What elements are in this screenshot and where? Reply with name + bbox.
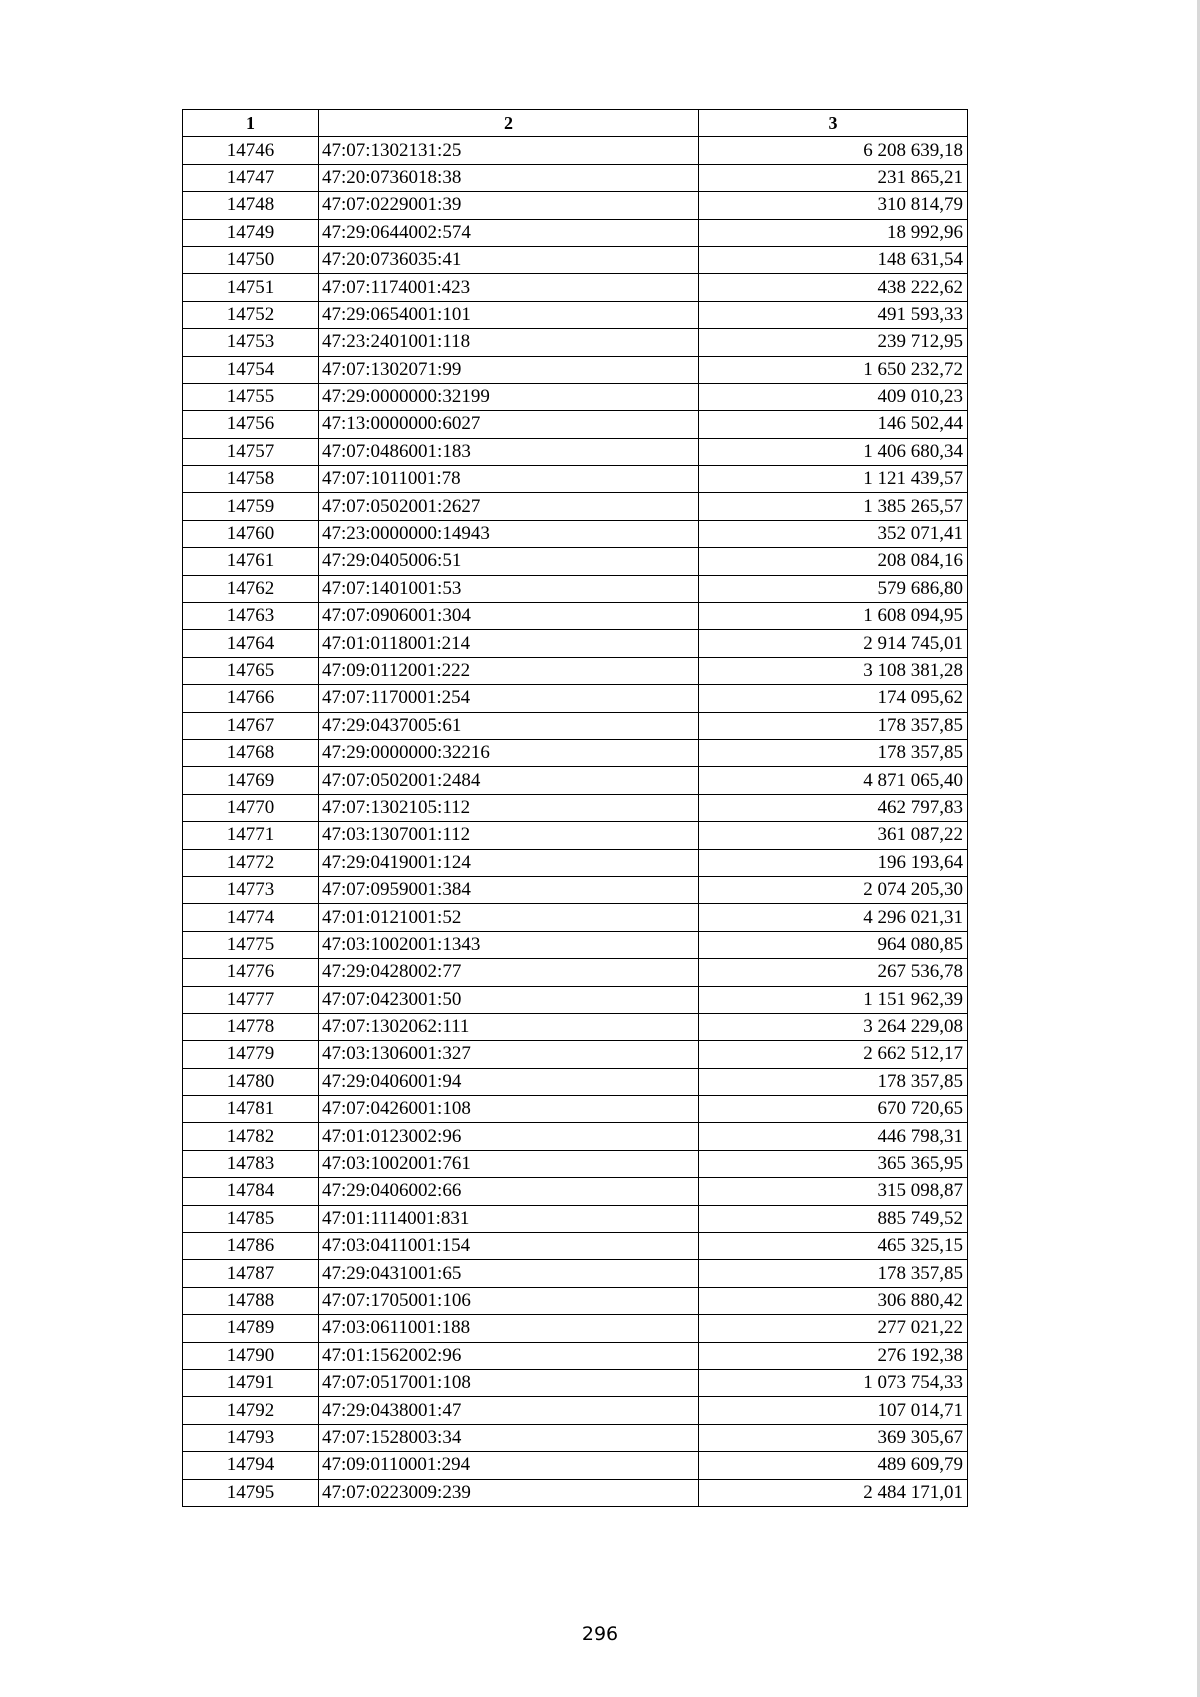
row-number: 14751 — [183, 274, 319, 301]
cadastral-number: 47:07:0423001:50 — [319, 986, 699, 1013]
table-row — [183, 986, 968, 1013]
cadastral-value: 178 357,85 — [699, 1068, 968, 1095]
cadastral-value: 178 357,85 — [699, 712, 968, 739]
cadastral-number: 47:03:0611001:188 — [319, 1315, 699, 1342]
row-number: 14776 — [183, 959, 319, 986]
table-row — [183, 575, 968, 602]
table-row — [183, 411, 968, 438]
row-number: 14748 — [183, 192, 319, 219]
cadastral-value: 306 880,42 — [699, 1287, 968, 1314]
table-body — [183, 137, 968, 1507]
row-number: 14775 — [183, 931, 319, 958]
row-number: 14747 — [183, 164, 319, 191]
row-number: 14760 — [183, 520, 319, 547]
cadastral-number: 47:03:1002001:761 — [319, 1150, 699, 1177]
cadastral-number: 47:07:1170001:254 — [319, 685, 699, 712]
cadastral-number: 47:29:0438001:47 — [319, 1397, 699, 1424]
table-row — [183, 246, 968, 273]
cadastral-value: 670 720,65 — [699, 1096, 968, 1123]
cadastral-value-table — [182, 109, 968, 1507]
row-number: 14764 — [183, 630, 319, 657]
cadastral-number: 47:13:0000000:6027 — [319, 411, 699, 438]
column-header-1: 1 — [183, 110, 319, 137]
cadastral-number: 47:07:0906001:304 — [319, 603, 699, 630]
cadastral-value: 885 749,52 — [699, 1205, 968, 1232]
row-number: 14794 — [183, 1452, 319, 1479]
row-number: 14759 — [183, 493, 319, 520]
cadastral-value: 231 865,21 — [699, 164, 968, 191]
cadastral-value: 2 662 512,17 — [699, 1041, 968, 1068]
table-row — [183, 1205, 968, 1232]
cadastral-value: 4 296 021,31 — [699, 904, 968, 931]
cadastral-value: 315 098,87 — [699, 1178, 968, 1205]
row-number: 14780 — [183, 1068, 319, 1095]
table-row — [183, 219, 968, 246]
cadastral-number: 47:07:1302071:99 — [319, 356, 699, 383]
row-number: 14788 — [183, 1287, 319, 1314]
table-row — [183, 1424, 968, 1451]
row-number: 14756 — [183, 411, 319, 438]
row-number: 14772 — [183, 849, 319, 876]
cadastral-number: 47:01:1562002:96 — [319, 1342, 699, 1369]
cadastral-number: 47:07:1302105:112 — [319, 794, 699, 821]
table-row — [183, 329, 968, 356]
row-number: 14770 — [183, 794, 319, 821]
cadastral-value: 365 365,95 — [699, 1150, 968, 1177]
cadastral-number: 47:01:0121001:52 — [319, 904, 699, 931]
row-number: 14746 — [183, 137, 319, 164]
cadastral-number: 47:29:0428002:77 — [319, 959, 699, 986]
cadastral-value: 18 992,96 — [699, 219, 968, 246]
cadastral-number: 47:07:1302131:25 — [319, 137, 699, 164]
table-row — [183, 1068, 968, 1095]
cadastral-number: 47:07:0517001:108 — [319, 1369, 699, 1396]
table-row — [183, 822, 968, 849]
table-row — [183, 1315, 968, 1342]
cadastral-value: 1 151 962,39 — [699, 986, 968, 1013]
cadastral-value: 178 357,85 — [699, 1260, 968, 1287]
row-number: 14783 — [183, 1150, 319, 1177]
table-row — [183, 904, 968, 931]
table-row — [183, 493, 968, 520]
row-number: 14785 — [183, 1205, 319, 1232]
cadastral-value: 465 325,15 — [699, 1233, 968, 1260]
row-number: 14773 — [183, 876, 319, 903]
cadastral-number: 47:07:0502001:2484 — [319, 767, 699, 794]
row-number: 14786 — [183, 1233, 319, 1260]
cadastral-number: 47:07:1705001:106 — [319, 1287, 699, 1314]
row-number: 14754 — [183, 356, 319, 383]
row-number: 14758 — [183, 466, 319, 493]
row-number: 14789 — [183, 1315, 319, 1342]
row-number: 14749 — [183, 219, 319, 246]
table-row — [183, 1041, 968, 1068]
table-row — [183, 1178, 968, 1205]
column-header-3: 3 — [699, 110, 968, 137]
cadastral-number: 47:29:0406001:94 — [319, 1068, 699, 1095]
table-row — [183, 1287, 968, 1314]
row-number: 14779 — [183, 1041, 319, 1068]
cadastral-number: 47:07:1174001:423 — [319, 274, 699, 301]
cadastral-value: 361 087,22 — [699, 822, 968, 849]
table-row — [183, 630, 968, 657]
row-number: 14774 — [183, 904, 319, 931]
cadastral-number: 47:20:0736035:41 — [319, 246, 699, 273]
table-row — [183, 1369, 968, 1396]
cadastral-number: 47:29:0431001:65 — [319, 1260, 699, 1287]
table-row — [183, 794, 968, 821]
table-row — [183, 301, 968, 328]
cadastral-value: 409 010,23 — [699, 383, 968, 410]
cadastral-number: 47:01:1114001:831 — [319, 1205, 699, 1232]
cadastral-number: 47:01:0118001:214 — [319, 630, 699, 657]
column-header-2: 2 — [319, 110, 699, 137]
table-row — [183, 438, 968, 465]
cadastral-value: 4 871 065,40 — [699, 767, 968, 794]
cadastral-value: 174 095,62 — [699, 685, 968, 712]
table-row — [183, 356, 968, 383]
cadastral-value: 6 208 639,18 — [699, 137, 968, 164]
cadastral-number: 47:20:0736018:38 — [319, 164, 699, 191]
cadastral-value: 239 712,95 — [699, 329, 968, 356]
cadastral-value: 146 502,44 — [699, 411, 968, 438]
row-number: 14762 — [183, 575, 319, 602]
cadastral-number: 47:03:1002001:1343 — [319, 931, 699, 958]
row-number: 14793 — [183, 1424, 319, 1451]
cadastral-number: 47:23:0000000:14943 — [319, 520, 699, 547]
table-row — [183, 274, 968, 301]
cadastral-value: 1 650 232,72 — [699, 356, 968, 383]
cadastral-value: 579 686,80 — [699, 575, 968, 602]
table-row — [183, 959, 968, 986]
table-row — [183, 466, 968, 493]
cadastral-number: 47:29:0406002:66 — [319, 1178, 699, 1205]
row-number: 14795 — [183, 1479, 319, 1506]
cadastral-value: 352 071,41 — [699, 520, 968, 547]
row-number: 14753 — [183, 329, 319, 356]
cadastral-value: 1 406 680,34 — [699, 438, 968, 465]
cadastral-value: 3 264 229,08 — [699, 1013, 968, 1040]
cadastral-value: 1 121 439,57 — [699, 466, 968, 493]
row-number: 14769 — [183, 767, 319, 794]
row-number: 14767 — [183, 712, 319, 739]
cadastral-number: 47:29:0644002:574 — [319, 219, 699, 246]
row-number: 14752 — [183, 301, 319, 328]
row-number: 14757 — [183, 438, 319, 465]
row-number: 14784 — [183, 1178, 319, 1205]
cadastral-value: 1 385 265,57 — [699, 493, 968, 520]
table-row — [183, 1479, 968, 1506]
table-row — [183, 164, 968, 191]
cadastral-number: 47:29:0419001:124 — [319, 849, 699, 876]
table-row — [183, 712, 968, 739]
cadastral-number: 47:07:0959001:384 — [319, 876, 699, 903]
table-row — [183, 876, 968, 903]
table-row — [183, 383, 968, 410]
table-row — [183, 1233, 968, 1260]
table-row — [183, 1342, 968, 1369]
table-row — [183, 1013, 968, 1040]
cadastral-value: 1 608 094,95 — [699, 603, 968, 630]
cadastral-number: 47:09:0110001:294 — [319, 1452, 699, 1479]
table-row — [183, 685, 968, 712]
cadastral-value: 208 084,16 — [699, 548, 968, 575]
cadastral-value: 1 073 754,33 — [699, 1369, 968, 1396]
cadastral-value: 2 074 205,30 — [699, 876, 968, 903]
cadastral-value: 369 305,67 — [699, 1424, 968, 1451]
cadastral-number: 47:29:0000000:32216 — [319, 739, 699, 766]
row-number: 14763 — [183, 603, 319, 630]
table-header-row — [183, 110, 968, 137]
cadastral-value: 196 193,64 — [699, 849, 968, 876]
table-row — [183, 739, 968, 766]
cadastral-value: 277 021,22 — [699, 1315, 968, 1342]
cadastral-value: 964 080,85 — [699, 931, 968, 958]
cadastral-number: 47:29:0654001:101 — [319, 301, 699, 328]
cadastral-value: 491 593,33 — [699, 301, 968, 328]
row-number: 14766 — [183, 685, 319, 712]
cadastral-number: 47:29:0405006:51 — [319, 548, 699, 575]
cadastral-number: 47:07:1011001:78 — [319, 466, 699, 493]
table-row — [183, 548, 968, 575]
cadastral-value: 489 609,79 — [699, 1452, 968, 1479]
cadastral-number: 47:09:0112001:222 — [319, 657, 699, 684]
cadastral-value: 2 484 171,01 — [699, 1479, 968, 1506]
cadastral-value: 107 014,71 — [699, 1397, 968, 1424]
cadastral-number: 47:07:1302062:111 — [319, 1013, 699, 1040]
cadastral-value: 446 798,31 — [699, 1123, 968, 1150]
row-number: 14792 — [183, 1397, 319, 1424]
cadastral-number: 47:07:0486001:183 — [319, 438, 699, 465]
row-number: 14755 — [183, 383, 319, 410]
table-row — [183, 1397, 968, 1424]
table-row — [183, 1150, 968, 1177]
table-row — [183, 849, 968, 876]
row-number: 14750 — [183, 246, 319, 273]
cadastral-number: 47:07:0502001:2627 — [319, 493, 699, 520]
cadastral-value: 267 536,78 — [699, 959, 968, 986]
table-row — [183, 1123, 968, 1150]
table-row — [183, 931, 968, 958]
table-row — [183, 1260, 968, 1287]
cadastral-number: 47:03:1306001:327 — [319, 1041, 699, 1068]
row-number: 14778 — [183, 1013, 319, 1040]
table-row — [183, 520, 968, 547]
row-number: 14781 — [183, 1096, 319, 1123]
row-number: 14791 — [183, 1369, 319, 1396]
cadastral-number: 47:23:2401001:118 — [319, 329, 699, 356]
cadastral-value: 178 357,85 — [699, 739, 968, 766]
cadastral-value: 276 192,38 — [699, 1342, 968, 1369]
cadastral-value: 2 914 745,01 — [699, 630, 968, 657]
cadastral-value: 462 797,83 — [699, 794, 968, 821]
cadastral-number: 47:29:0000000:32199 — [319, 383, 699, 410]
cadastral-number: 47:07:1528003:34 — [319, 1424, 699, 1451]
table-row — [183, 603, 968, 630]
table-row — [183, 1452, 968, 1479]
row-number: 14771 — [183, 822, 319, 849]
cadastral-number: 47:07:0223009:239 — [319, 1479, 699, 1506]
table-row — [183, 192, 968, 219]
page-number: 296 — [581, 1623, 619, 1645]
cadastral-number: 47:29:0437005:61 — [319, 712, 699, 739]
table-row — [183, 1096, 968, 1123]
row-number: 14765 — [183, 657, 319, 684]
cadastral-number: 47:03:1307001:112 — [319, 822, 699, 849]
row-number: 14790 — [183, 1342, 319, 1369]
table-row — [183, 657, 968, 684]
row-number: 14777 — [183, 986, 319, 1013]
cadastral-number: 47:07:0229001:39 — [319, 192, 699, 219]
cadastral-number: 47:01:0123002:96 — [319, 1123, 699, 1150]
row-number: 14768 — [183, 739, 319, 766]
cadastral-value: 148 631,54 — [699, 246, 968, 273]
table-row — [183, 137, 968, 164]
table-row — [183, 767, 968, 794]
row-number: 14761 — [183, 548, 319, 575]
cadastral-value: 3 108 381,28 — [699, 657, 968, 684]
cadastral-number: 47:07:1401001:53 — [319, 575, 699, 602]
cadastral-number: 47:03:0411001:154 — [319, 1233, 699, 1260]
cadastral-value: 438 222,62 — [699, 274, 968, 301]
cadastral-value: 310 814,79 — [699, 192, 968, 219]
cadastral-number: 47:07:0426001:108 — [319, 1096, 699, 1123]
row-number: 14787 — [183, 1260, 319, 1287]
row-number: 14782 — [183, 1123, 319, 1150]
